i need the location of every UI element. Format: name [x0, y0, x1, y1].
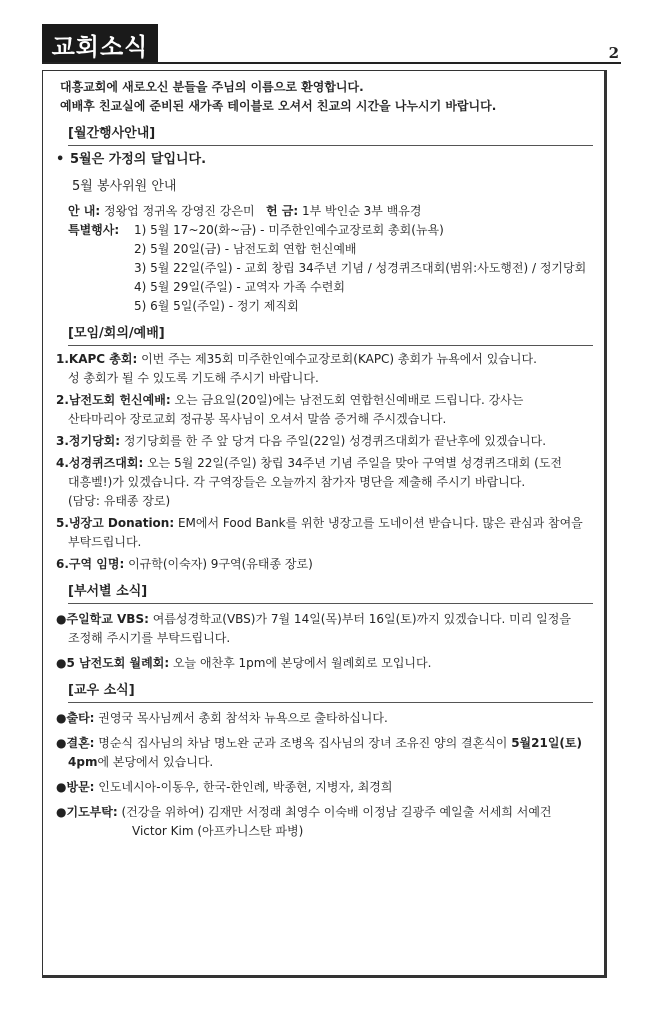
member-news-wedding: ●결혼: 명순식 집사님의 차남 명노완 군과 조병옥 집사님의 장녀 조유진 양의 결혼식이 5월21일(토) 4pm에 본당에서 있습니다. [56, 736, 582, 769]
event-item: 5) 6월 5일(주일) - 정기 제직회 [134, 299, 299, 313]
member-news-prayer: ●기도부탁: (건강을 위하여) 김재만 서정래 최영수 이숙배 이정남 길광주 예일출 서세희 서예건 Victor Kim (아프카니스탄 파병) [56, 805, 552, 838]
welcome-line: 예배후 친교실에 준비된 새가족 테이블로 오셔서 친교의 시간을 나누시기 바랍니다. [60, 99, 497, 113]
members-list [56, 709, 602, 841]
meetings-list [56, 350, 602, 574]
header-divider [42, 62, 621, 64]
section-heading-meetings: [모임/회의/예배] [68, 324, 593, 346]
member-news-departure: ●출타: 권영국 목사님께서 총회 참석차 뉴욕으로 출타하십니다. [56, 711, 388, 725]
event-item: 4) 5월 29일(주일) - 교역자 가족 수련회 [134, 280, 345, 294]
newsletter-body [56, 78, 602, 847]
volunteers-title: 5월 봉사위원 안내 [72, 179, 177, 194]
page-header-title: 교회소식 [42, 24, 158, 64]
roster-line: 안 내: 정왕업 정귀옥 강영진 강은미 헌 금: 1부 박인순 3부 백유경 [68, 204, 422, 218]
special-events-list [134, 221, 586, 316]
event-item: 2) 5월 20일(금) - 남전도회 연합 헌신예배 [134, 242, 357, 256]
welcome-line: 대흥교회에 새로오신 분들을 주님의 이름으로 환영합니다. [60, 80, 364, 94]
meeting-item: 5.냉장고 Donation: EM에서 Food Bank를 위한 냉장고를 도네이션 받습니다. 많은 관심과 참여을 부탁드립니다. [56, 516, 583, 549]
departments-list [56, 610, 602, 673]
meeting-item: 3.정기당회: 정기당회를 한 주 앞 당겨 다음 주일(22일) 성경퀴즈대회가 끝난후에 있겠습니다. [56, 434, 547, 448]
bullet-icon: • [56, 152, 65, 167]
welcome-message [60, 78, 602, 116]
section-heading-monthly: [월간행사안내] [68, 124, 593, 146]
meeting-item: 6.구역 임명: 이규학(이숙자) 9구역(유태종 장로) [56, 557, 313, 571]
section-heading-members: [교우 소식] [68, 681, 593, 703]
section-heading-departments: [부서별 소식] [68, 582, 593, 604]
page-number: 2 [608, 44, 619, 62]
volunteer-roster [68, 202, 602, 316]
member-news-visit: ●방문: 인도네시아-이동우, 한국-한인례, 박종현, 지병자, 최경희 [56, 780, 393, 794]
monthly-bullet: • 5월은 가정의 달입니다. [56, 152, 207, 167]
meeting-item: 4.성경퀴즈대회: 오는 5월 22일(주일) 창립 34주년 기념 주일을 맞아 구역별 성경퀴즈대회 (도전 대흥벨!)가 있겠습니다. 각 구역장들은 오늘까지 참가자 명단을 제출해 주시기 바랍니다. (담당: 유태종 장로) [56, 456, 563, 508]
event-item: 3) 5월 22일(주일) - 교회 창립 34주년 기념 / 성경퀴즈대회(범위:사도행전) / 정기당회 [134, 261, 587, 275]
department-item: ●주일학교 VBS: 여름성경학교(VBS)가 7월 14일(목)부터 16일(토)까지 있겠습니다. 미리 일정을 조정해 주시기를 부탁드립니다. [56, 612, 571, 645]
event-item: 1) 5월 17~20(화~금) - 미주한인예수교장로회 총회(뉴욕) [134, 223, 444, 237]
meeting-item: 1.KAPC 총회: 이번 주는 제35회 미주한인예수교장로회(KAPC) 총회가 뉴욕에서 있습니다. 성 총회가 될 수 있도록 기도해 주시기 바랍니다. [56, 352, 537, 385]
special-events [68, 221, 602, 316]
special-events-label: 특별행사: [68, 223, 120, 237]
department-item: ●5 남전도회 월례회: 오늘 애찬후 1pm에 본당에서 월례회로 모입니다. [56, 656, 432, 670]
meeting-item: 2.남전도회 헌신예배: 오는 금요일(20일)에는 남전도회 연합헌신예배로 드립니다. 강사는 산타마리아 장로교회 정규봉 목사님이 오셔서 말씀 증거해 주시겠습니다. [56, 393, 524, 426]
